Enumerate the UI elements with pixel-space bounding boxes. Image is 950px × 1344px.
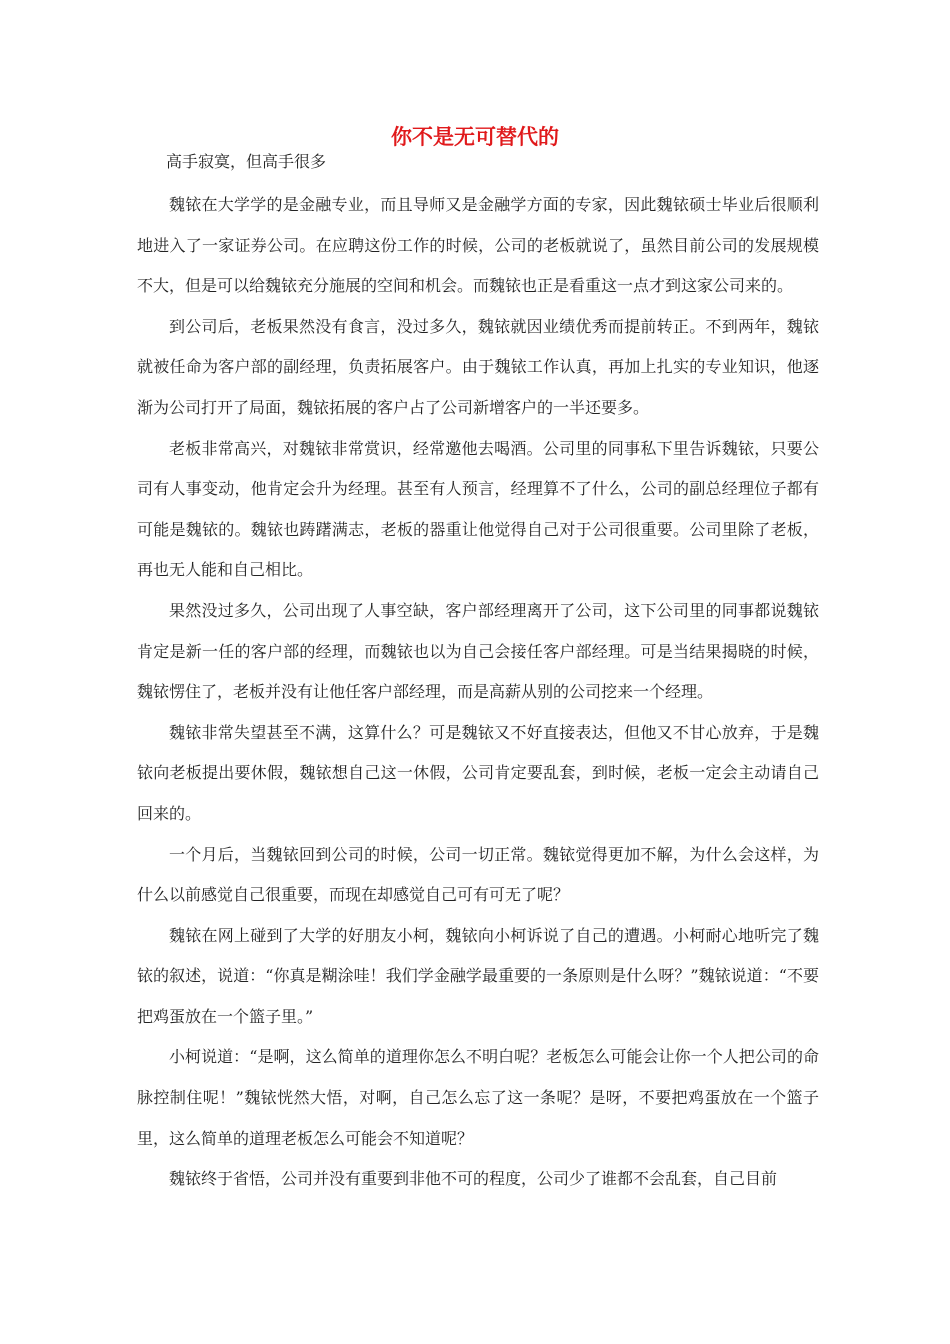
- paragraph-6: 一个月后，当魏铱回到公司的时候，公司一切正常。魏铱觉得更加不解，为什么会这样，为什么以前感觉自己很重要，而现在却感觉自己可有可无了呢？: [137, 844, 819, 905]
- paragraph-1: 魏铱在大学学的是金融专业，而且导师又是金融学方面的专家，因此魏铱硕士毕业后很顺利地进入了一家证券公司。在应聘这份工作的时候，公司的老板就说了，虽然目前公司的发展规模不大，但是可以给魏铱充分施展的空间和机会。而魏铱也正是看重这一点才到这家公司来的。: [137, 195, 819, 296]
- document-subtitle: 高手寂寞，但高手很多: [166, 152, 327, 171]
- paragraph-3: 老板非常高兴，对魏铱非常赏识，经常邀他去喝酒。公司里的同事私下里告诉魏铱，只要公司有人事变动，他肯定会升为经理。甚至有人预言，经理算不了什么，公司的副总经理位子都有可能是魏铱的。魏铱也踌躇满志，老板的器重让他觉得自己对于公司很重要。公司里除了老板，再也无人能和自己相比。: [137, 438, 819, 580]
- document-body: [137, 185, 819, 1200]
- paragraph-8: 小柯说道：“是啊，这么简单的道理你怎么不明白呢？老板怎么可能会让你一个人把公司的命脉控制住呢！”魏铱恍然大悟，对啊，自己怎么忘了这一条呢？是呀，不要把鸡蛋放在一个篮子里，这么简单的道理老板怎么可能会不知道呢？: [137, 1047, 819, 1148]
- paragraph-9: 魏铱终于省悟，公司并没有重要到非他不可的程度，公司少了谁都不会乱套，自己目前: [169, 1169, 778, 1189]
- paragraph-5: 魏铱非常失望甚至不满，这算什么？可是魏铱又不好直接表达，但他又不甘心放弃，于是魏铱向老板提出要休假，魏铱想自己这一休假，公司肯定要乱套，到时候，老板一定会主动请自己回来的。: [137, 722, 819, 823]
- paragraph-2: 到公司后，老板果然没有食言，没过多久，魏铱就因业绩优秀而提前转正。不到两年，魏铱就被任命为客户部的副经理，负责拓展客户。由于魏铱工作认真，再加上扎实的专业知识，他逐渐为公司打开了局面，魏铱拓展的客户占了公司新增客户的一半还要多。: [137, 316, 819, 417]
- document-title: 你不是无可替代的: [391, 124, 559, 149]
- paragraph-4: 果然没过多久，公司出现了人事空缺，客户部经理离开了公司，这下公司里的同事都说魏铱肯定是新一任的客户部的经理，而魏铱也以为自己会接任客户部经理。可是当结果揭晓的时候，魏铱愣住了，老板并没有让他任客户部经理，而是高薪从别的公司挖来一个经理。: [137, 600, 819, 702]
- paragraph-7: 魏铱在网上碰到了大学的好朋友小柯，魏铱向小柯诉说了自己的遭遇。小柯耐心地听完了魏铱的叙述，说道：“你真是糊涂哇！我们学金融学最重要的一条原则是什么呀？”魏铱说道：“不要把鸡蛋放在一个篮子里。”: [137, 925, 819, 1026]
